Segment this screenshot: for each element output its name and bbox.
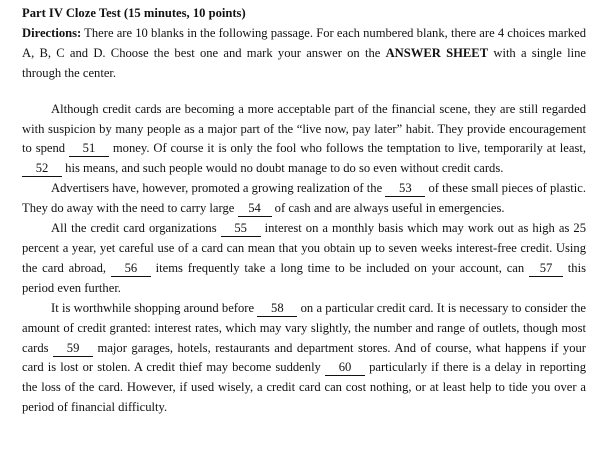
- blank-54: 54: [238, 201, 272, 217]
- blank-60: 60: [325, 360, 365, 376]
- blank-58: 58: [257, 301, 297, 317]
- passage-text: money. Of course it is only the fool who follows the temptation to live, temporarily at least,: [108, 141, 586, 156]
- passage-text: major garages, hotels, restaurants and department stores. And of course, what happens if your card is lost or stolen. A credit thief may become suddenly: [22, 340, 586, 375]
- passage-text: on a particular credit card. It is necessary to consider the amount of credit granted: interest rates, which may vary slightly, the number and range of outlets, though most cards: [22, 300, 586, 355]
- passage-paragraph-2: [22, 179, 586, 219]
- passage-text: items frequently take a long time to be included on your account, can: [150, 260, 529, 275]
- answer-sheet-emphasis: ANSWER SHEET: [385, 45, 489, 60]
- passage-paragraph-3: [22, 219, 586, 299]
- passage-text: It is worthwhile shopping around before: [51, 300, 258, 315]
- blank-52: 52: [22, 161, 62, 177]
- passage-text: Advertisers have, however, promoted a growing realization of the: [51, 181, 386, 196]
- passage-text: of cash and are always useful in emergencies.: [271, 201, 505, 216]
- directions-text-2: with a single line through the center.: [22, 45, 586, 80]
- directions-text-1: There are 10 blanks in the following passage. For each numbered blank, there are 4 choices marked A, B, C and D. Choose the best one and mark your answer on the: [22, 25, 586, 60]
- directions-paragraph: [22, 24, 586, 84]
- passage-paragraph-4: [22, 299, 586, 418]
- blank-51: 51: [69, 141, 109, 157]
- blank-55: 55: [221, 221, 261, 237]
- passage-text: his means, and such people would no doubt manage to do so even without credit cards.: [62, 161, 504, 176]
- passage-text: Although credit cards are becoming a more acceptable part of the financial scene, they are still regarded with suspicion by many people as a major part of the “live now, pay later” habit. They provide encouragement to spend: [22, 101, 586, 156]
- blank-57: 57: [529, 261, 563, 277]
- passage-text: interest on a monthly basis which may work out as high as 25 percent a year, yet careful use of a card can mean that you obtain up to seven weeks interest-free credit. Using the card abroad,: [22, 221, 586, 275]
- blank-53: 53: [385, 181, 425, 197]
- section-heading: Part IV Cloze Test (15 minutes, 10 points): [22, 6, 246, 20]
- passage-text: All the credit card organizations: [51, 221, 221, 236]
- blank-59: 59: [53, 341, 93, 357]
- passage-paragraph-1: [22, 100, 586, 180]
- passage-text: this period even further.: [22, 260, 586, 295]
- passage-text: of these small pieces of plastic. They do away with the need to carry large: [22, 181, 586, 216]
- blank-56: 56: [111, 261, 151, 277]
- passage-text: particularly if there is a delay in reporting the loss of the card. However, if used wisely, a credit card can cost nothing, or at least help to tide you over a period of financial difficulty.: [22, 360, 586, 415]
- directions-label: Directions:: [22, 25, 82, 40]
